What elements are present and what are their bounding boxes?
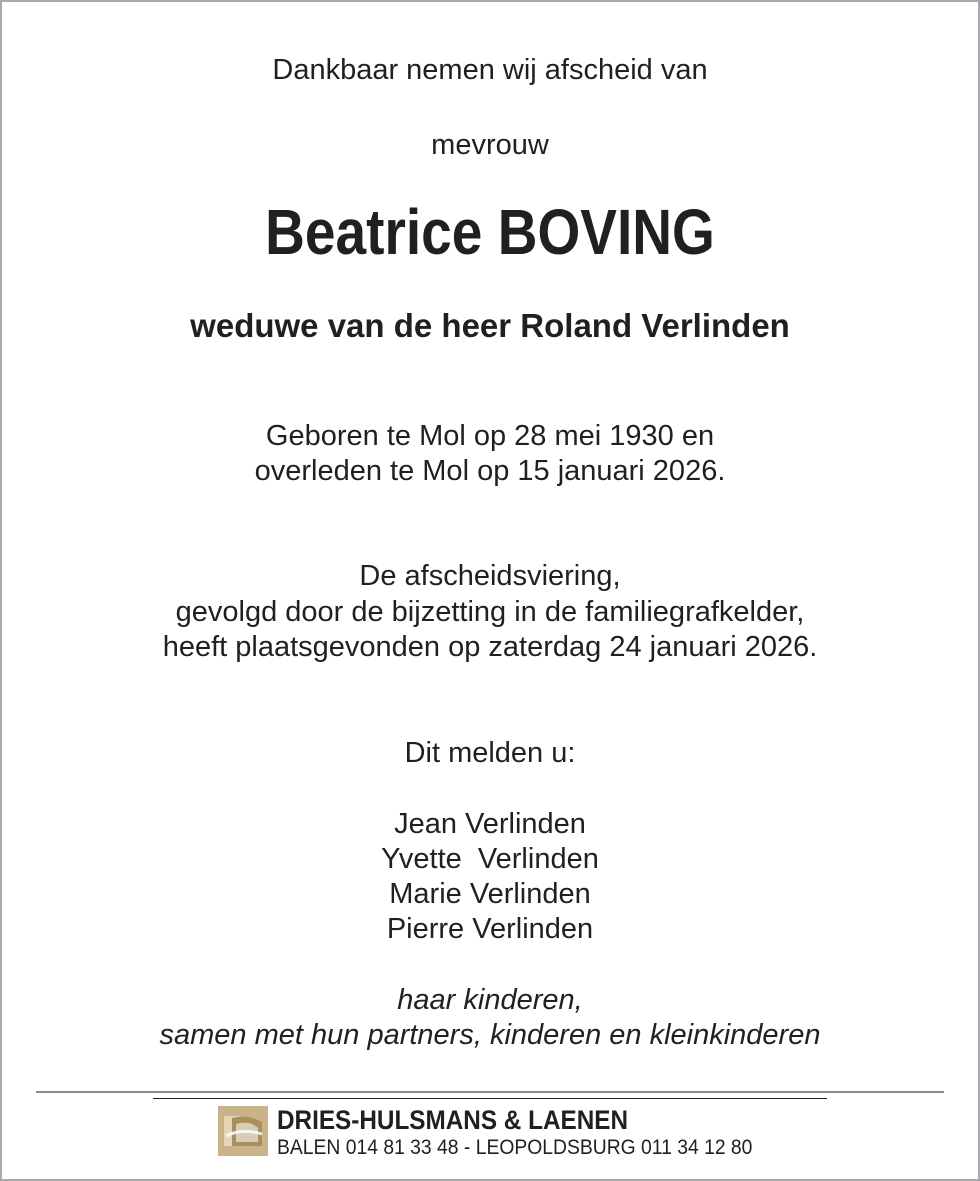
honorific: mevrouw bbox=[431, 129, 549, 161]
divider bbox=[36, 1091, 944, 1093]
death-line: overleden te Mol op 15 januari 2026. bbox=[254, 455, 726, 487]
relation-line: samen met hun partners, kinderen en kleinkinderen bbox=[159, 1019, 821, 1051]
widow-of-line: weduwe van de heer Roland Verlinden bbox=[190, 307, 790, 344]
relation-line: haar kinderen, bbox=[397, 984, 583, 1016]
ceremony-line: gevolgd door de bijzetting in de familiegrafkelder, bbox=[175, 596, 805, 628]
funeral-home-name: DRIES-HULSMANS & LAENEN bbox=[277, 1105, 629, 1135]
ceremony-line: De afscheidsviering, bbox=[359, 560, 621, 592]
intro-text: Dankbaar nemen wij afscheid van bbox=[272, 54, 708, 86]
announcers-heading: Dit melden u: bbox=[404, 737, 576, 769]
folded-ribbon-logo-icon bbox=[218, 1106, 268, 1156]
birth-line: Geboren te Mol op 28 mei 1930 en bbox=[265, 420, 715, 452]
child-name: Jean Verlinden bbox=[394, 808, 586, 840]
child-name: Marie Verlinden bbox=[389, 878, 591, 910]
ceremony-line: heeft plaatsgevonden op zaterdag 24 januari 2026. bbox=[162, 631, 818, 663]
deceased-name: Beatrice BOVING bbox=[265, 196, 715, 268]
funeral-home-contact: BALEN 014 81 33 48 - LEOPOLDSBURG 011 34 12 80 bbox=[277, 1136, 753, 1159]
divider bbox=[153, 1098, 827, 1099]
child-name: Yvette Verlinden bbox=[381, 843, 599, 875]
child-name: Pierre Verlinden bbox=[386, 913, 594, 945]
